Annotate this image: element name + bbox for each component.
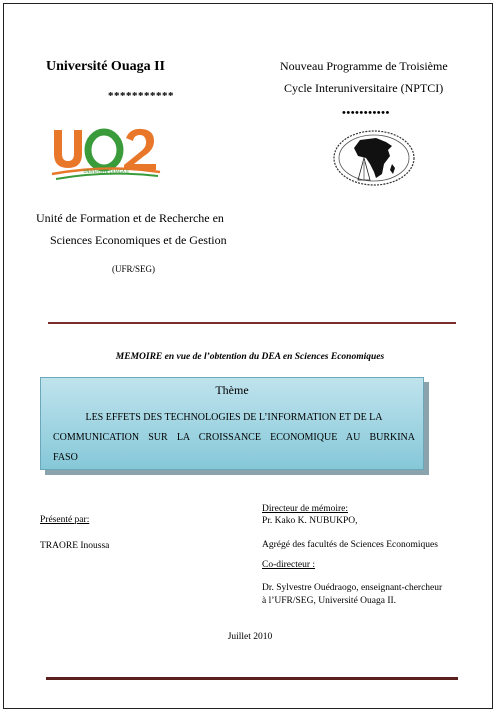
theme-box [40, 377, 424, 470]
date: Juillet 2010 [227, 632, 273, 642]
ufr-name-line2: Sciences Economiques et de Gestion [50, 233, 227, 247]
director-name: Pr. Kako K. NUBUKPO, [262, 516, 358, 526]
program-title-line1: Nouveau Programme de Troisième [280, 59, 448, 73]
codirector-label: Co-directeur : [262, 560, 316, 570]
director-title: Agrégé des facultés de Sciences Economiques [262, 540, 438, 550]
ufr-name-line1: Unité de Formation et de Recherche en [36, 211, 224, 225]
theme-label: Thème [215, 383, 249, 397]
presented-by-label: Présenté par: [40, 515, 90, 525]
africa-map-icon [330, 128, 418, 188]
director-label: Directeur de mémoire: [262, 504, 348, 514]
ufr-abbreviation: (UFR/SEG) [112, 264, 156, 274]
university-name: Université Ouaga II [46, 59, 165, 74]
thesis-title [53, 408, 415, 468]
uo2-logo [50, 124, 162, 182]
decorative-stars-left: *********** [108, 90, 174, 102]
divider-bottom [46, 677, 458, 680]
uo2-caption: UNIVERSITÉ OUAGA II [83, 169, 129, 174]
codirector-line1: Dr. Sylvestre Ouédraogo, enseignant-chercheur [262, 583, 443, 593]
thesis-title-line2: COMMUNICATION SUR LA CROISSANCE ECONOMIQUE AU BURKINA [53, 432, 415, 443]
codirector-line2: à l’UFR/SEG, Université Ouaga II. [262, 596, 397, 606]
memoire-subtitle: MEMOIRE en vue de l’obtention du DEA en Sciences Economiques [115, 352, 385, 362]
thesis-title-line1: LES EFFETS DES TECHNOLOGIES DE L’INFORMATION ET DE LA [85, 412, 383, 423]
decorative-dots-right: ••••••••••• [342, 107, 390, 119]
program-title-line2: Cycle Interuniversitaire (NPTCI) [284, 81, 444, 95]
thesis-title-line3: FASO [53, 452, 78, 463]
author-name: TRAORE Inoussa [40, 541, 110, 551]
divider-top [48, 322, 456, 324]
